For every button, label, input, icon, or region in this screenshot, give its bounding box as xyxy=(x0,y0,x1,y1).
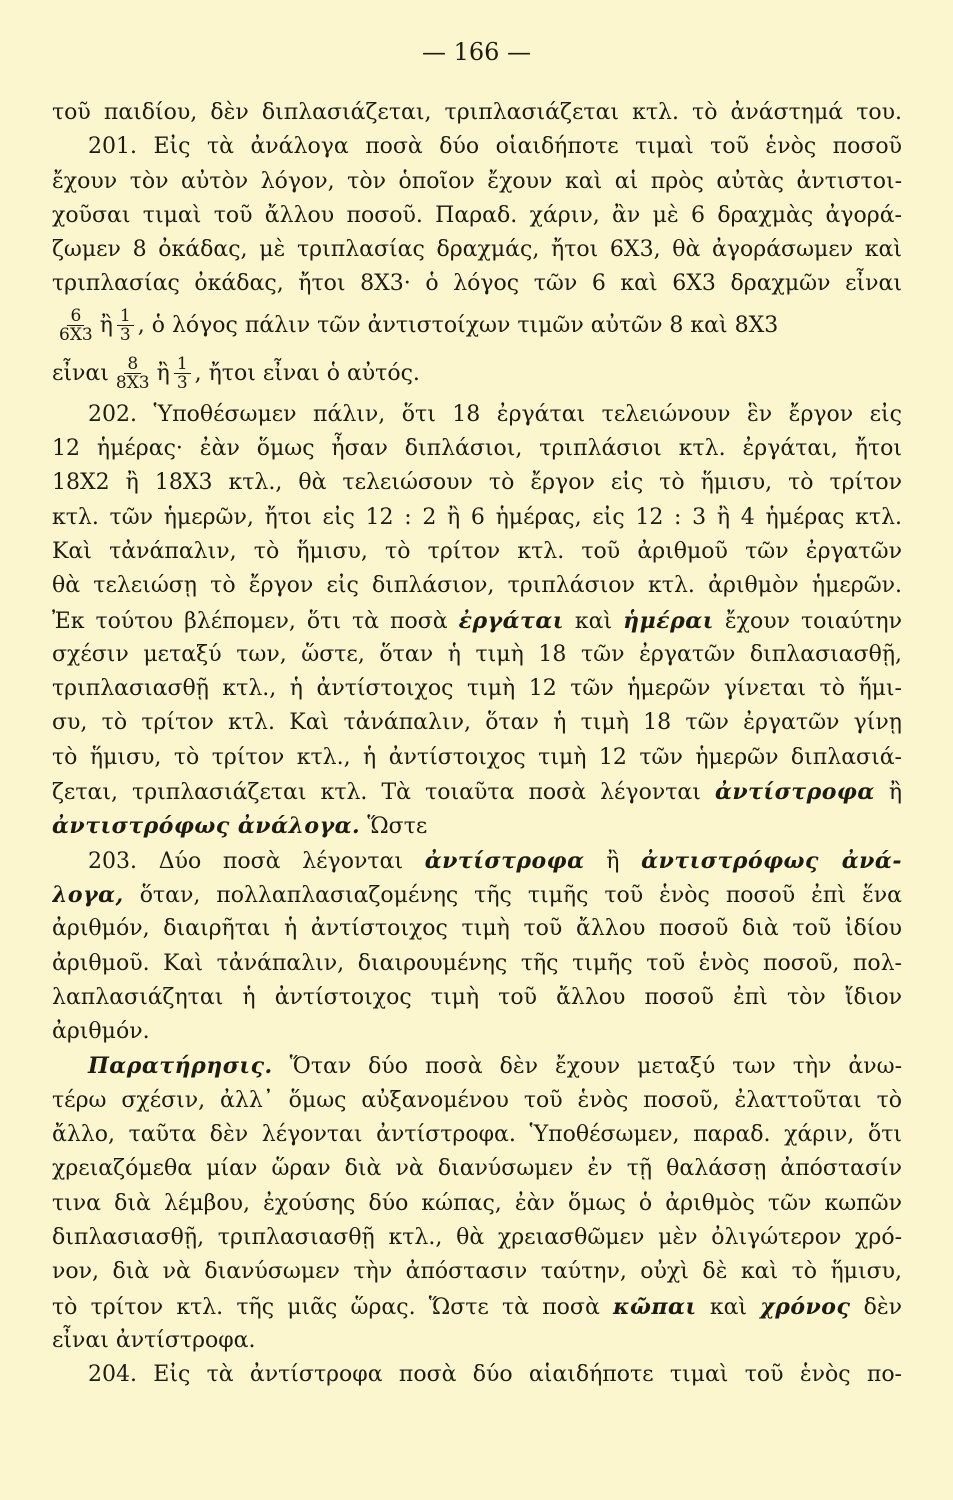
text-line: λαπλασιάζηται ἡ ἀντίστοιχος τιμὴ τοῦ ἄλλου ποσοῦ ἐπὶ τὸν ἴδιον xyxy=(52,984,902,1010)
text-span: ἢ xyxy=(606,848,620,874)
text-span: Ὥστε xyxy=(367,814,428,840)
text-span: καὶ xyxy=(574,608,613,634)
text-line: ζωμεν 8 ὀκάδας, μὲ τριπλασίας δραχμάς, ἤτοι 6X3, θὰ ἀγοράσωμεν καὶ xyxy=(52,237,902,263)
text-span: ζεται, τριπλασιάζεται κτλ. Τὰ τοιαῦτα ποσὰ λέγονται xyxy=(52,780,701,806)
text-line: χοῦσαι τιμαὶ τοῦ ἄλλου ποσοῦ. Παραδ. χάριν, ἂν μὲ 6 δραχμὰς ἀγορά- xyxy=(52,202,902,228)
text-line: συ, τὸ τρίτον κτλ. Καὶ τἀνάπαλιν, ὅταν ἡ τιμὴ 18 τῶν ἐργατῶν γίνῃ xyxy=(52,710,902,736)
paragraph-202-start: 202. Ὑποθέσωμεν πάλιν, ὅτι 18 ἐργάται τελειώνουν ἓν ἔργον εἰς xyxy=(88,401,902,427)
fraction-numerator: 8 xyxy=(124,355,141,374)
emphasis-term: κῶπαι xyxy=(613,1293,697,1320)
text-line: 18X2 ἢ 18X3 κτλ., θὰ τελειώσουν τὸ ἔργον εἰς τὸ ἥμισυ, τὸ τρίτον xyxy=(52,470,902,496)
text-span: ἔχουν τοιαύτην xyxy=(724,608,902,634)
text-span: , ὁ λόγος πάλιν τῶν ἀντιστοίχων τιμῶν αὐτῶν 8 καὶ 8X3 xyxy=(137,312,779,338)
emphasis-term: ἀντιστρόφως ἀνά- xyxy=(641,847,902,874)
paragraph-204-start: 204. Εἰς τὰ ἀντίστροφα ποσὰ δύο αἱαιδήποτε τιμαὶ τοῦ ἑνὸς πο- xyxy=(88,1362,902,1388)
fraction-line-1 xyxy=(52,302,902,350)
text-line xyxy=(52,604,902,638)
page-number: — 166 — xyxy=(421,38,532,66)
text-span: τὸ τρίτον κτλ. τῆς μιᾶς ὥρας. Ὥστε τὰ ποσὰ xyxy=(52,1294,600,1320)
fraction xyxy=(174,355,191,392)
text-line: τριπλασίας ὀκάδας, ἤτοι 8X3· ὁ λόγος τῶν 6 καὶ 6X3 δραχμῶν εἶναι xyxy=(52,271,902,297)
text-line: τινα διὰ λέμβου, ἐχούσης δύο κώπας, ἐὰν ὅμως ὁ ἀριθμὸς τῶν κωπῶν xyxy=(52,1190,902,1216)
text-line: θὰ τελειώσῃ τὸ ἔργον εἰς διπλάσιον, τριπλάσιον κτλ. ἀριθμὸν ἡμερῶν. xyxy=(52,573,902,599)
text-line xyxy=(52,775,902,809)
remark-heading: Παρατήρησις. xyxy=(88,1053,273,1080)
text-line: ἀριθμόν, διαιρῆται ἡ ἀντίστοιχος τιμὴ τοῦ ἄλλου ποσοῦ διὰ τοῦ ἰδίου xyxy=(52,916,902,942)
emphasis-term: ἀντίστροφα xyxy=(424,847,585,874)
remark-start xyxy=(52,1049,902,1083)
text-span: 203. Δύο ποσὰ λέγονται xyxy=(88,848,403,874)
text-span: , ἤτοι εἶναι ὁ αὐτός. xyxy=(194,360,420,386)
fraction-denominator: 3 xyxy=(176,373,188,394)
text-line: εἶναι ἀντίστροφα. xyxy=(52,1327,256,1353)
fraction-numerator: 1 xyxy=(174,355,191,374)
text-span: Ὅταν δύο ποσὰ δὲν ἔχουν μεταξύ των τὴν ἀνω- xyxy=(289,1054,902,1080)
fraction xyxy=(56,307,96,344)
text-line: διπλασιασθῇ, τριπλασιασθῇ κτλ., θὰ χρειασθῶμεν μὲν ὀλιγώτερον χρό- xyxy=(52,1224,902,1250)
text-line: ἀριθμοῦ. Καὶ τἀνάπαλιν, διαιρουμένης τῆς τιμῆς τοῦ ἑνὸς ποσοῦ, πολ- xyxy=(52,950,902,976)
paragraph-203-start xyxy=(52,844,902,878)
fraction-numerator: 6 xyxy=(67,307,84,326)
text-span: Ἐκ τούτου βλέπομεν, ὅτι τὰ ποσὰ xyxy=(52,608,448,634)
text-line: Καὶ τἀνάπαλιν, τὸ ἥμισυ, τὸ τρίτον κτλ. τοῦ ἀριθμοῦ τῶν ἐργατῶν xyxy=(52,538,902,564)
text-line xyxy=(52,809,902,843)
text-span: ὅταν, πολλαπλασιαζομένης τῆς τιμῆς τοῦ ἑνὸς ποσοῦ ἐπὶ ἕνα xyxy=(139,882,902,908)
text-line: 12 ἡμέρας· ἐὰν ὅμως ἦσαν διπλάσιοι, τριπλάσιοι κτλ. ἐργάται, ἤτοι xyxy=(52,436,902,462)
text-line: τριπλασιασθῇ κτλ., ἡ ἀντίστοιχος τιμὴ 12 τῶν ἡμερῶν γίνεται τὸ ἥμι- xyxy=(52,676,902,702)
text-line xyxy=(52,878,902,912)
fraction-denominator: 3 xyxy=(119,325,131,346)
text-span: δὲν xyxy=(863,1294,902,1320)
text-span: εἶναι xyxy=(52,360,109,386)
or-word: ἢ xyxy=(99,312,113,338)
fraction-line-2 xyxy=(52,350,902,398)
text-line: τέρω σχέσιν, ἀλλ᾽ ὅμως αὐξανομένου τοῦ ἑνὸς ποσοῦ, ἐλαττοῦται τὸ xyxy=(52,1087,902,1113)
text-line: ἀριθμόν. xyxy=(52,1019,150,1045)
text-line: νον, διὰ νὰ διανύσωμεν τὴν ἀπόστασιν ταύτην, οὐχὶ δὲ καὶ τὸ ἥμισυ, xyxy=(52,1259,902,1285)
body-text xyxy=(52,96,902,1392)
text-line: ἔχουν τὸν αὐτὸν λόγον, τὸν ὁποῖον ἔχουν καὶ αἱ πρὸς αὐτὰς ἀντιστοι- xyxy=(52,168,902,194)
text-line xyxy=(52,1290,902,1324)
emphasis-term: λογα, xyxy=(52,881,124,908)
fraction xyxy=(113,355,153,392)
text-span: καὶ xyxy=(709,1294,748,1320)
text-line: τοῦ παιδίου, δὲν διπλασιάζεται, τριπλασιάζεται κτλ. τὸ ἀνάστημά του. xyxy=(52,100,902,125)
emphasis-term: ἀντίστροφα xyxy=(714,779,875,806)
fraction xyxy=(117,307,134,344)
emphasis-term: ἀντιστρόφως ἀνάλογα. xyxy=(52,813,361,840)
text-line: ἄλλο, ταῦτα δὲν λέγονται ἀντίστροφα. Ὑποθέσωμεν, παραδ. χάριν, ὅτι xyxy=(52,1122,902,1148)
or-word: ἢ xyxy=(156,360,170,386)
emphasis-term: ἐργάται xyxy=(458,607,564,634)
paragraph-201-start: 201. Εἰς τὰ ἀνάλογα ποσὰ δύο οἱαιδήποτε τιμαὶ τοῦ ἑνὸς ποσοῦ xyxy=(88,134,902,160)
fraction-numerator: 1 xyxy=(117,307,134,326)
text-span: ἢ xyxy=(888,780,902,806)
text-line: σχέσιν μεταξύ των, ὥστε, ὅταν ἡ τιμὴ 18 τῶν ἐργατῶν διπλασιασθῇ, xyxy=(52,641,902,667)
fraction-denominator: 6X3 xyxy=(59,325,93,346)
text-line: κτλ. τῶν ἡμερῶν, ἤτοι εἰς 12 : 2 ἢ 6 ἡμέρας, εἰς 12 : 3 ἢ 4 ἡμέρας κτλ. xyxy=(52,504,902,530)
text-line: χρειαζόμεθα μίαν ὥραν διὰ νὰ διανύσωμεν ἐν τῇ θαλάσσῃ ἀπόστασίν xyxy=(52,1156,902,1182)
emphasis-term: χρόνος xyxy=(760,1293,851,1320)
emphasis-term: ἡμέραι xyxy=(623,607,714,634)
text-line: τὸ ἥμισυ, τὸ τρίτον κτλ., ἡ ἀντίστοιχος τιμὴ 12 τῶν ἡμερῶν διπλασιά- xyxy=(52,744,902,770)
fraction-denominator: 8X3 xyxy=(115,373,150,394)
